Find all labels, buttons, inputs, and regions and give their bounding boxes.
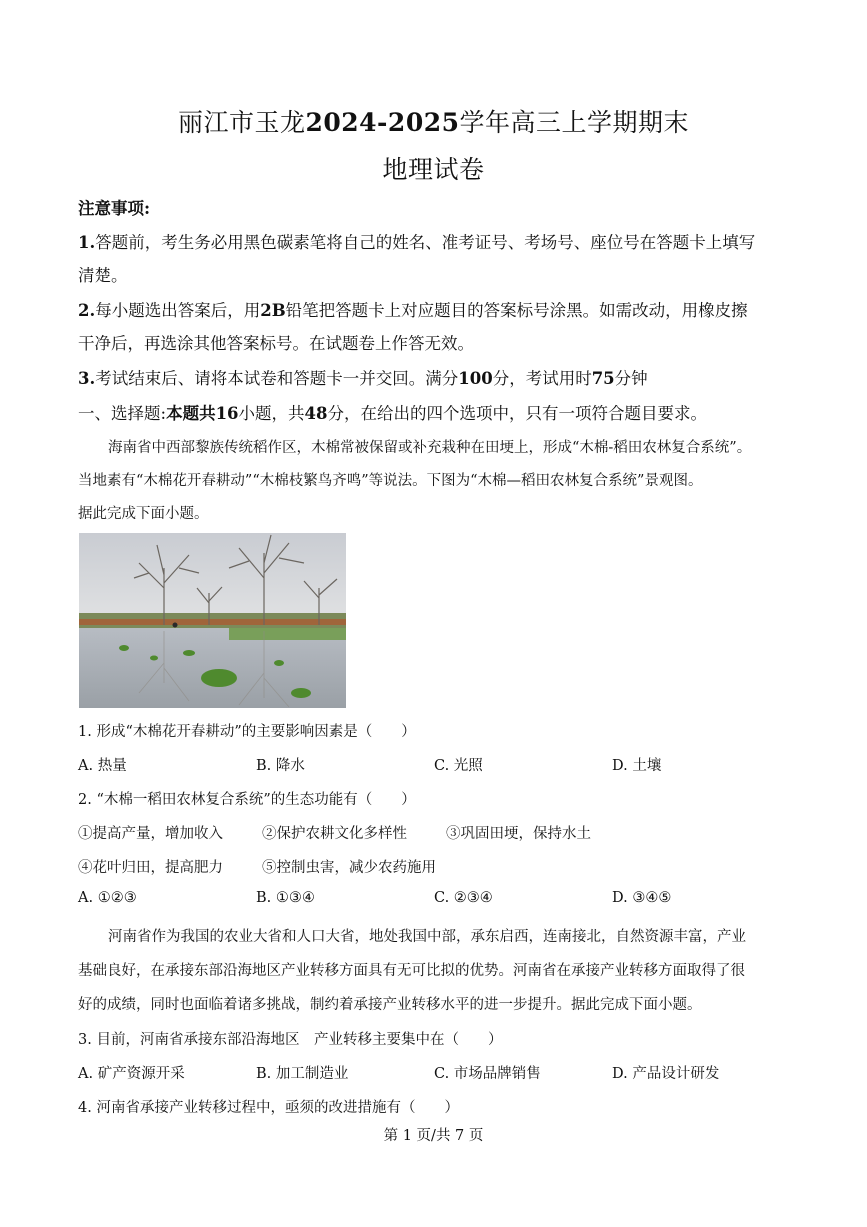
- kapok-paddy-landscape-photo: [79, 533, 346, 708]
- passage-1-line-3: 据此完成下面小题。: [78, 506, 209, 522]
- title-part: 学年高三上学期期末: [459, 108, 690, 137]
- passage-2-line-1: 河南省作为我国的农业大省和人口大省，地处我国中部，承东启西，连南接北，自然资源丰富，产业: [108, 929, 746, 945]
- note-bold: 75: [591, 369, 615, 388]
- q2-item-4: ④花叶归田，提高肥力: [78, 860, 223, 876]
- question-3-stem: 3. 目前，河南省承接东部沿海地区 产业转移主要集中在（ ）: [78, 1032, 503, 1048]
- note-1: [78, 229, 794, 253]
- note-text: 每小题选出答案后，用: [95, 301, 261, 320]
- q3-option-c[interactable]: C. 市场品牌销售: [434, 1066, 541, 1082]
- note-1-cont: 清楚。: [78, 266, 128, 285]
- section-text: 小题，共: [238, 404, 305, 423]
- q3-option-a[interactable]: A. 矿产资源开采: [78, 1066, 185, 1082]
- passage-2-line-3: 好的成绩，同时也面临着诸多挑战，制约着承接产业转移水平的进一步提升。据此完成下面小题。: [78, 997, 702, 1013]
- q2-item-1: ①提高产量，增加收入: [78, 826, 223, 842]
- section-1-heading: [78, 400, 794, 424]
- passage-1-line-2: 当地素有“木棉花开春耕动”“木棉枝繁鸟齐鸣”等说法。下图为“木棉—稻田农林复合系统”景观图。: [78, 473, 703, 489]
- notes-heading: [78, 195, 794, 219]
- notes-heading-text: 注意事项:: [78, 199, 151, 218]
- section-bold: 16: [215, 404, 239, 423]
- question-4-stem: 4. 河南省承接产业转移过程中，亟须的改进措施有（ ）: [78, 1100, 459, 1116]
- q2-option-c[interactable]: C. ②③④: [434, 890, 493, 906]
- note-number: 1.: [78, 233, 96, 252]
- q3-option-d[interactable]: D. 产品设计研发: [612, 1066, 720, 1082]
- passage-1-line-1: 海南省中西部黎族传统稻作区，木棉常被保留或补充栽种在田埂上，形成“木棉-稻田农林复合系统”。: [108, 440, 752, 456]
- note-text: 分，考试用时: [492, 369, 592, 388]
- q2-option-a[interactable]: A. ①②③: [78, 890, 137, 906]
- note-number: 3.: [78, 369, 96, 388]
- q1-option-a[interactable]: A. 热量: [78, 758, 127, 774]
- note-2: [78, 297, 794, 321]
- exam-title: [0, 103, 867, 139]
- section-text: 分，在给出的四个选项中，只有一项符合题目要求。: [327, 404, 707, 423]
- question-2-stem: 2. “木棉一稻田农林复合系统”的生态功能有（ ）: [78, 792, 416, 808]
- note-number: 2.: [78, 301, 96, 320]
- note-text: 分钟: [614, 369, 648, 388]
- q2-item-2: ②保护农耕文化多样性: [262, 826, 407, 842]
- section-bold: 本题共: [166, 404, 216, 423]
- note-text: 考试结束后、请将本试卷和答题卡一并交回。满分: [95, 369, 459, 388]
- q1-option-d[interactable]: D. 土壤: [612, 758, 662, 774]
- q2-item-5: ⑤控制虫害，减少农药施用: [262, 860, 436, 876]
- q1-option-c[interactable]: C. 光照: [434, 758, 483, 774]
- section-label: 一、选择题:: [78, 404, 167, 423]
- question-1-stem: 1. 形成“木棉花开春耕动”的主要影响因素是（ ）: [78, 724, 416, 740]
- note-bold: 100: [458, 369, 493, 388]
- note-3: [78, 365, 794, 389]
- q3-option-b[interactable]: B. 加工制造业: [256, 1066, 349, 1082]
- note-text: 铅笔把答题卡上对应题目的答案标号涂黑。如需改动，用橡皮擦: [285, 301, 748, 320]
- q2-option-d[interactable]: D. ③④⑤: [612, 890, 672, 906]
- exam-subtitle: 地理试卷: [382, 155, 485, 184]
- note-text: 答题前，考生务必用黑色碳素笔将自己的姓名、准考证号、考场号、座位号在答题卡上填写: [95, 233, 756, 252]
- q2-option-b[interactable]: B. ①③④: [256, 890, 315, 906]
- q1-option-b[interactable]: B. 降水: [256, 758, 305, 774]
- note-2-cont: 干净后，再选涂其他答案标号。在试题卷上作答无效。: [78, 334, 474, 353]
- page-footer: 第 1 页/共 7 页: [383, 1128, 484, 1144]
- passage-2-line-2: 基础良好，在承接东部沿海地区产业转移方面具有无可比拟的优势。河南省在承接产业转移方面取得了很: [78, 963, 745, 979]
- title-year: 2024-2025: [305, 108, 460, 137]
- title-part: 丽江市玉龙: [177, 108, 306, 137]
- section-bold: 48: [304, 404, 328, 423]
- note-bold: 2B: [260, 301, 286, 320]
- q2-item-3: ③巩固田埂，保持水土: [446, 826, 591, 842]
